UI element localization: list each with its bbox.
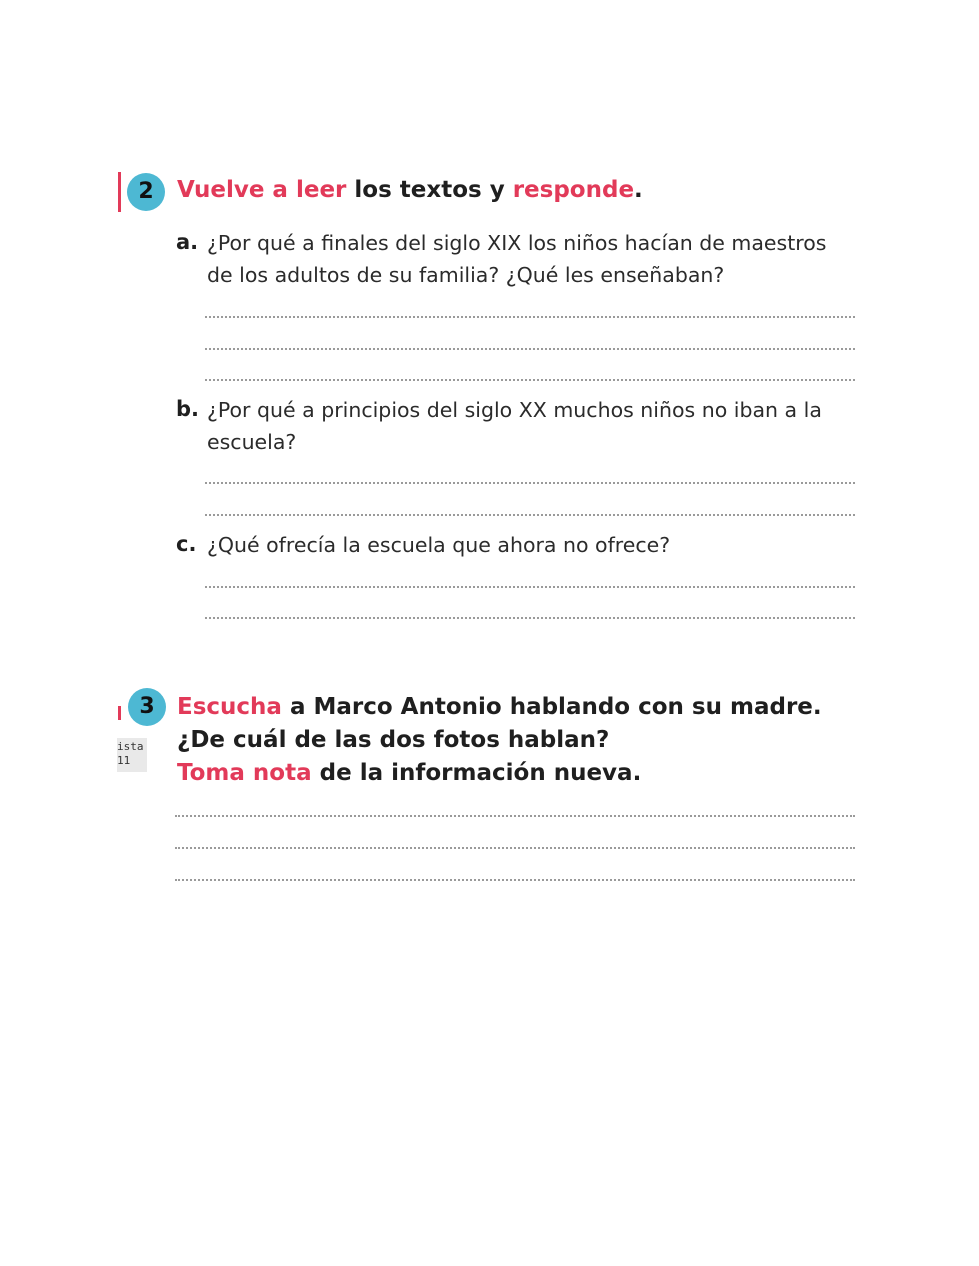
margin-marker [118, 172, 121, 212]
title-line [177, 757, 822, 790]
answer-line[interactable] [205, 316, 855, 318]
audio-track-number: 11 [117, 754, 131, 767]
answer-line[interactable] [175, 847, 855, 849]
question-letter: a. [176, 230, 199, 254]
question-text [207, 394, 822, 458]
answer-line[interactable] [175, 879, 855, 881]
title-instruction: Escucha [177, 694, 282, 720]
activity-number-badge: 2 [127, 173, 165, 211]
question-line: ¿Qué ofrecía la escuela que ahora no ofrece? [207, 533, 671, 557]
answer-line[interactable] [205, 586, 855, 588]
title-instruction: Vuelve a leer [177, 177, 347, 203]
question-letter: c. [176, 532, 197, 556]
audio-track-label: ista [117, 740, 144, 753]
activity-title [177, 177, 643, 203]
margin-marker [118, 706, 121, 720]
question-line: escuela? [207, 430, 297, 454]
answer-line[interactable] [205, 482, 855, 484]
question-line: ¿Por qué a finales del siglo XIX los niños hacían de maestros [207, 231, 827, 255]
title-text: . [634, 177, 643, 203]
title-text: ¿De cuál de las dos fotos hablan? [177, 727, 610, 753]
question-text [207, 529, 670, 561]
question-line: ¿Por qué a principios del siglo XX muchos niños no iban a la [207, 398, 822, 422]
activity-title [177, 691, 822, 790]
title-instruction: responde [512, 177, 635, 203]
question-letter: b. [176, 397, 200, 421]
activity-number-badge: 3 [128, 688, 166, 726]
title-instruction: Toma nota [177, 760, 312, 786]
question-line: de los adultos de su familia? ¿Qué les enseñaban? [207, 263, 725, 287]
answer-line[interactable] [205, 379, 855, 381]
title-text: los textos y [346, 177, 513, 203]
title-line [177, 691, 822, 724]
answer-line[interactable] [205, 514, 855, 516]
answer-line[interactable] [205, 348, 855, 350]
audio-track-tab [117, 738, 147, 772]
answer-line[interactable] [205, 617, 855, 619]
question-text [207, 227, 826, 291]
title-text: a Marco Antonio hablando con su madre. [281, 694, 822, 720]
title-text: de la información nueva. [311, 760, 642, 786]
answer-line[interactable] [175, 815, 855, 817]
title-line [177, 724, 822, 757]
